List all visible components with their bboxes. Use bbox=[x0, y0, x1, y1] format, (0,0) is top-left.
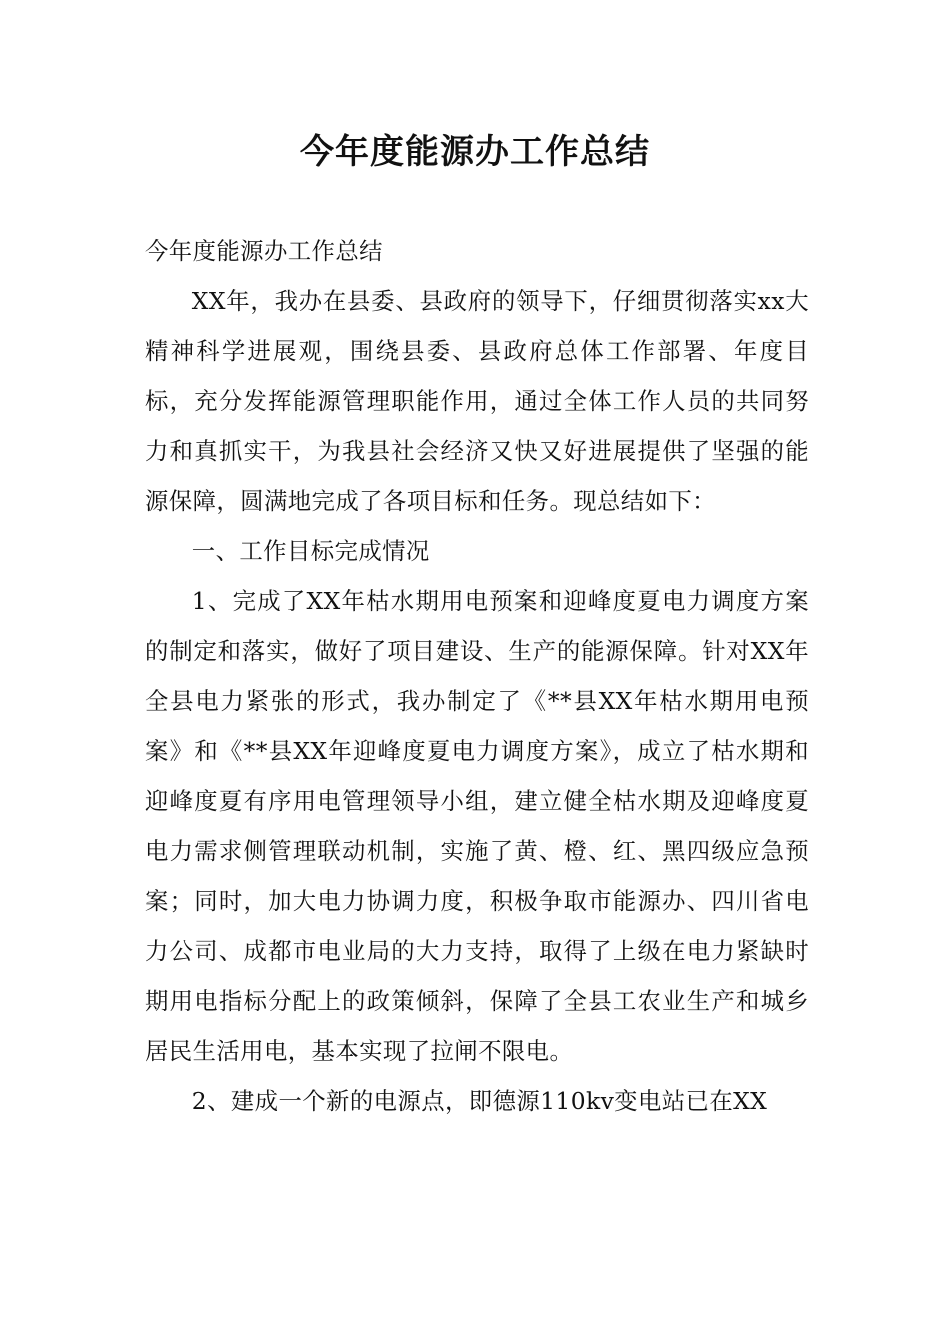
subtitle-paragraph: 今年度能源办工作总结 bbox=[145, 237, 383, 265]
document-title: 今年度能源办工作总结 bbox=[300, 132, 650, 172]
item-2-paragraph: 2、建成一个新的电源点，即德源110kv变电站已在XX bbox=[191, 1087, 768, 1115]
section-heading: 一、工作目标完成情况 bbox=[191, 537, 430, 565]
item-1-paragraph: 1、完成了XX年枯水期用电预案和迎峰度夏电力调度方案的制定和落实，做好了项目建设、生产的能源保障。针对XX年全县电力紧张的形式，我办制定了《**县XX年枯水期用电预案》和《**县XX年迎峰度夏电力调度方案》，成立了枯水期和迎峰度夏有序用电管理领导小组，建立健全枯水期及迎峰度夏电力需求侧管理联动机制，实施了黄、橙、红、黑四级应急预案；同时，加大电力协调力度，积极争取市能源办、四川省电力公司、成都市电业局的大力支持，取得了上级在电力紧缺时期用电指标分配上的政策倾斜，保障了全县工农业生产和城乡居民生活用电，基本实现了拉闸不限电。 bbox=[145, 587, 809, 1065]
document-body bbox=[145, 226, 809, 1126]
intro-paragraph: XX年，我办在县委、县政府的领导下，仔细贯彻落实xx大精神科学进展观，围绕县委、县政府总体工作部署、年度目标，充分发挥能源管理职能作用，通过全体工作人员的共同努力和真抓实干，为我县社会经济又快又好进展提供了坚强的能源保障，圆满地完成了各项目标和任务。现总结如下： bbox=[145, 287, 809, 515]
